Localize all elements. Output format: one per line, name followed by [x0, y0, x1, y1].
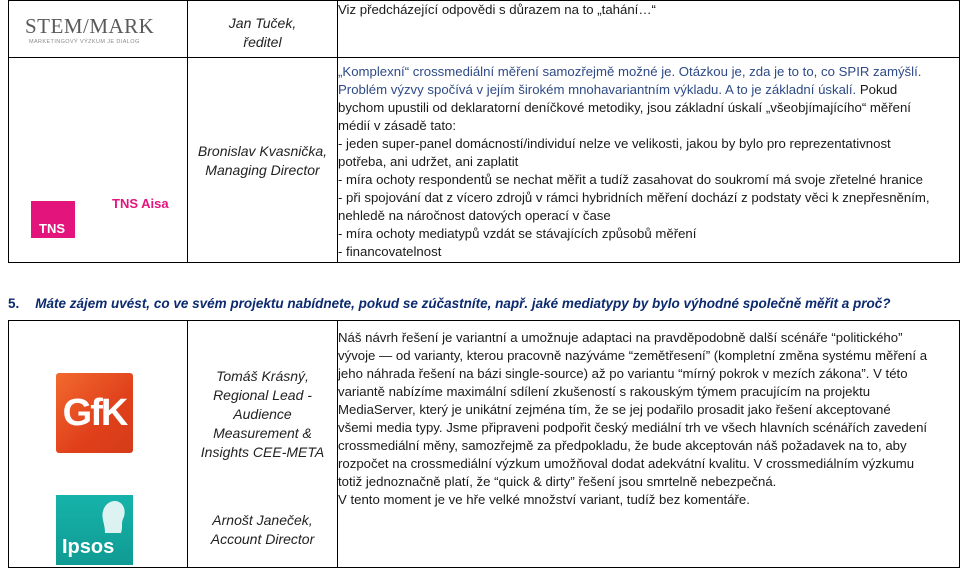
stemmark-tagline: MARKETINGOVÝ VÝZKUM JE DIALOG — [29, 39, 140, 45]
person-name: Bronislav Kvasnička, — [197, 143, 328, 159]
person-cell — [188, 58, 338, 263]
logo-cell — [9, 1, 188, 58]
answer-line: všemi media typy. Jsme připraveni podpořit český mediální trh ve všech hlavních scénářích zavedení — [338, 420, 928, 435]
answer-line: - při spojování dat z vícero zdrojů v rámci hybridních měření dochází z podstaty věci k znepřesněním, — [338, 190, 930, 205]
answer-line — [338, 81, 959, 99]
answer-cell — [338, 1, 960, 58]
responses-table-top — [8, 0, 960, 263]
person-role: Insights CEE-META — [200, 444, 325, 460]
answer-line: potřeba, ani udržet, ani zaplatit — [338, 154, 519, 169]
answer-line: bychom upustili od deklaratorní deníčkové metodiky, jsou základní úskalí „všeobjímajícího“ měření — [338, 100, 911, 115]
logo-cell — [9, 58, 188, 263]
answer-line: - financovatelnost — [338, 244, 442, 259]
answer-line: rozpočet na crossmediální výzkum umožňoval dodat adekvátní kvalitu. V crossmediálním výzkumu — [338, 456, 915, 471]
answer-line: crossmediální měny, samozřejmě za předpokladu, že bude akceptován náš požadavek na to, aby — [338, 438, 907, 453]
tns-aisa-label: TNS Aisa — [112, 196, 169, 211]
answer-line: vývoje — od varianty, kterou pracovně nazýváme “zemětřesení” (kompletní změna systému měření a — [338, 348, 928, 363]
answer-line: médií v zásadě tato: — [338, 118, 457, 133]
person-name: Arnošt Janeček, — [212, 512, 313, 528]
gfk-logo: GfK — [56, 373, 133, 453]
ipsos-logo-text: Ipsos — [62, 536, 115, 558]
logo-cell — [9, 321, 188, 568]
answer-line-text: Problém výzvy spočívá v jejím širokém mnohavariantním výkladu. A to je základní úskalí. — [338, 82, 857, 97]
table-row — [9, 321, 960, 568]
tns-logo — [31, 201, 75, 238]
person-block-1 — [188, 367, 337, 462]
answer-cell — [338, 58, 960, 263]
answer-line-text: Pokud — [859, 82, 898, 97]
person-cell — [188, 321, 338, 568]
person-role: ředitel — [243, 34, 282, 50]
answer-line: variantě nabízíme maximální sdílení zkušeností s rakouským týmem pracujícím na projektu — [338, 384, 871, 399]
table-row — [9, 58, 960, 263]
answer-text: Viz předcházející odpovědi s důrazem na to „tahání…“ — [338, 2, 656, 17]
person-role: Measurement & — [213, 425, 312, 441]
answer-line: Náš návrh řešení je variantní a umožnuje adaptaci na pravděpodobně další scénáře “politického” — [338, 330, 903, 345]
answer-line: - míra ochoty mediatypů vzdát se stávajících způsobů měření — [338, 226, 697, 241]
stemmark-logo — [25, 13, 181, 45]
ipsos-logo — [56, 495, 133, 565]
person-cell — [188, 1, 338, 58]
person-role: Managing Director — [205, 162, 320, 178]
answer-line: nehledě na náročnost datových operací v čase — [338, 208, 611, 223]
tns-logo-text: TNS — [39, 221, 65, 236]
answer-line: - míra ochoty respondentů se nechat měřit a tudíž zasahovat do soukromí má svoje zřetelné hranice — [338, 172, 923, 187]
answer-line: totiž jednoznačně platí, že “quick & dirty” řešení jsou smrtelně nebezpečná. — [338, 474, 777, 489]
question-number: 5. — [8, 296, 20, 311]
stemmark-logo-text: STEM/MARK — [25, 14, 155, 38]
answer-line: - jeden super-panel domácností/individuí nelze ve velikosti, jakou by bylo pro reprezentativnost — [338, 136, 891, 151]
answer-line: V tento moment je ve hře velké množství variant, tudíž bez komentáře. — [338, 492, 750, 507]
ipsos-face-icon — [99, 499, 127, 535]
person-role: Regional Lead - — [213, 387, 312, 403]
person-role: Account Director — [210, 531, 315, 547]
question-text: Máte zájem uvést, co ve svém projektu nabídnete, pokud se zúčastníte, např. jaké mediatypy by bylo výhodné společně měřit a proč? — [35, 296, 891, 311]
person-block-2 — [188, 511, 337, 549]
person-name: Jan Tuček, — [228, 15, 297, 31]
question-5 — [8, 296, 891, 311]
answer-line: jeho náhrada řešení na bázi single-source) až po variantu “mírný pokrok v mezích zákona”. V této — [338, 366, 908, 381]
person-role: Audience — [233, 406, 292, 422]
table-row — [9, 1, 960, 58]
answer-line: MediaServer, který je unikátní zejména tím, že se jej podařilo prosadit jako řešení akceptované — [338, 402, 891, 417]
responses-table-bottom — [8, 320, 960, 568]
answer-cell — [338, 321, 960, 568]
person-name: Tomáš Krásný, — [216, 368, 309, 384]
answer-line: „Komplexní“ crossmediální měření samozřejmě možné je. Otázkou je, zda je to to, co SPIR zamýšlí. — [338, 64, 922, 79]
